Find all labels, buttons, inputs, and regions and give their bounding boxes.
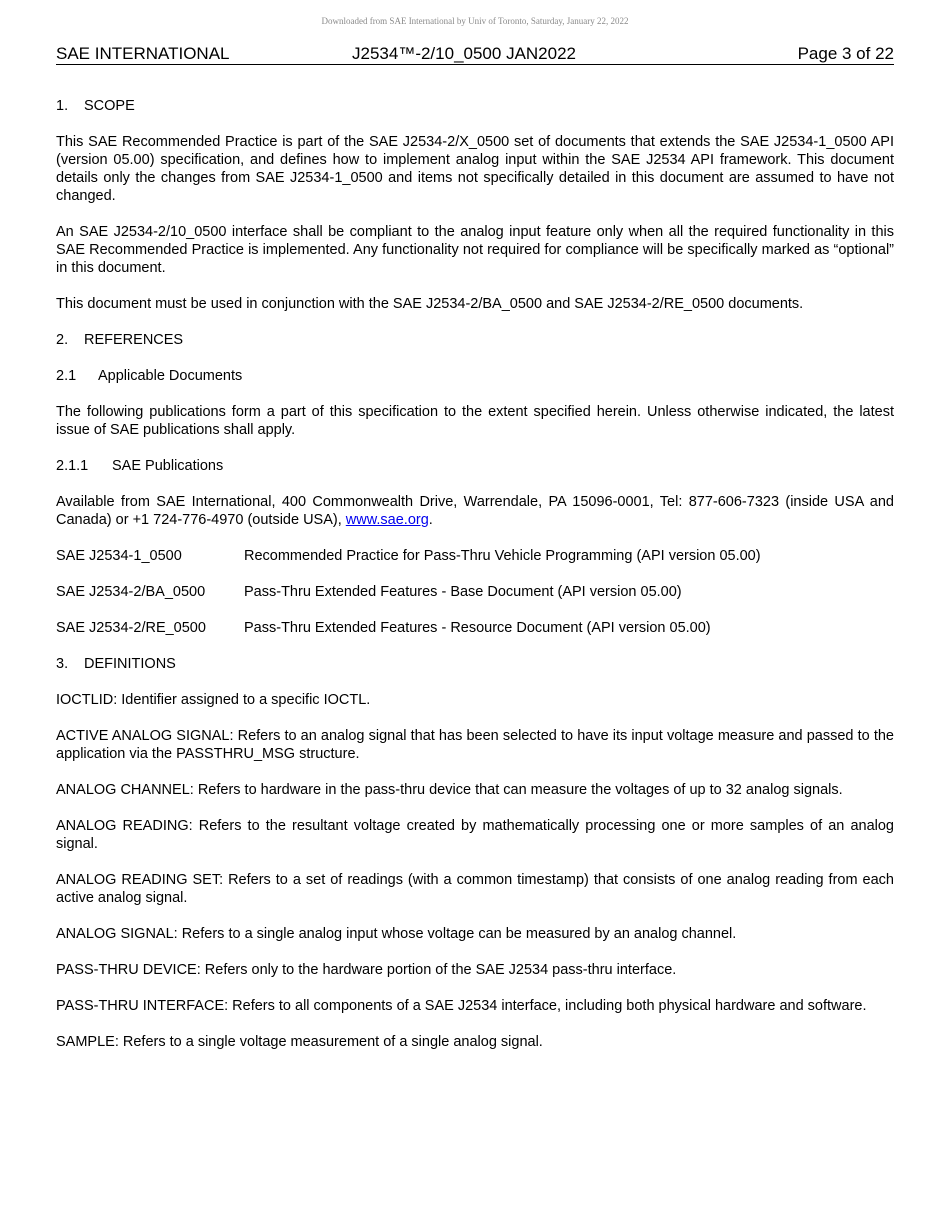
definition-item: ANALOG CHANNEL: Refers to hardware in the pass-thru device that can measure the voltages of up to 32 analog signals.: [56, 782, 843, 798]
applicable-documents-paragraph: The following publications form a part of this specification to the extent specified herein. Unless otherwise indicated, the latest issue of SAE publications shall apply.: [56, 404, 894, 438]
definition-item: ANALOG SIGNAL: Refers to a single analog input whose voltage can be measured by an analog channel.: [56, 926, 737, 942]
reference-id: SAE J2534-1_0500: [56, 548, 182, 564]
section-title: REFERENCES: [84, 332, 184, 348]
reference-title: Pass-Thru Extended Features - Resource Document (API version 05.00): [244, 620, 711, 636]
sae-publications-text: Available from SAE International, 400 Commonwealth Drive, Warrendale, PA 15096-0001, Tel: 877-606-7323 (inside USA and Canada) or +1 724-776-4970 (outside USA),: [56, 494, 894, 528]
definition-item: ANALOG READING: Refers to the resultant voltage created by mathematically processing one or more samples of an analog signal.: [56, 818, 894, 852]
header-organization: SAE INTERNATIONAL: [56, 44, 230, 63]
subsection-number: 2.1.1: [56, 458, 89, 474]
reference-title: Pass-Thru Extended Features - Base Document (API version 05.00): [244, 584, 682, 600]
definition-item: IOCTLID: Identifier assigned to a specific IOCTL.: [56, 692, 371, 708]
scope-paragraph-2: An SAE J2534-2/10_0500 interface shall be compliant to the analog input feature only when all the required functionality in this SAE Recommended Practice is implemented. Any functionality not required for compliance will be specifically marked as “optional” in this document.: [56, 224, 894, 276]
subsection-heading-sae-publications: [56, 457, 894, 475]
section-number: 1.: [56, 98, 69, 114]
definition-item: ACTIVE ANALOG SIGNAL: Refers to an analog signal that has been selected to have its input voltage measure and passed to the application via the PASSTHRU_MSG structure.: [56, 728, 894, 762]
reference-title: Recommended Practice for Pass-Thru Vehicle Programming (API version 05.00): [244, 548, 761, 564]
subsection-title: SAE Publications: [112, 458, 224, 474]
subsection-number: 2.1: [56, 368, 77, 384]
subsection-heading-applicable-documents: [56, 367, 894, 385]
scope-paragraph-1: This SAE Recommended Practice is part of the SAE J2534-2/X_0500 set of documents that extends the SAE J2534-1_0500 API (version 05.00) specification, and defines how to implement analog input within the SAE J2534 API framework. This document details only the changes from SAE J2534-1_0500 and items not specifically detailed in this document are assumed to have not changed.: [56, 134, 894, 204]
reference-item: [56, 547, 894, 565]
reference-item: [56, 583, 894, 601]
section-number: 2.: [56, 332, 69, 348]
definition-item: PASS-THRU INTERFACE: Refers to all components of a SAE J2534 interface, including both physical hardware and software.: [56, 998, 867, 1014]
document-body: [56, 97, 894, 1051]
scope-paragraph-3: This document must be used in conjunction with the SAE J2534-2/BA_0500 and SAE J2534-2/RE_0500 documents.: [56, 296, 804, 312]
section-title: SCOPE: [84, 98, 135, 114]
reference-id: SAE J2534-2/RE_0500: [56, 620, 206, 636]
section-number: 3.: [56, 656, 69, 672]
section-heading-references: [56, 331, 894, 349]
section-title: DEFINITIONS: [84, 656, 176, 672]
header-page-number: Page 3 of 22: [797, 44, 894, 63]
definition-item: ANALOG READING SET: Refers to a set of readings (with a common timestamp) that consists of one analog reading from each active analog signal.: [56, 872, 894, 906]
download-watermark: Downloaded from SAE International by Univ of Toronto, Saturday, January 22, 2022: [321, 16, 629, 26]
sae-website-link[interactable]: www.sae.org: [345, 512, 429, 528]
sae-publications-text-end: .: [428, 512, 433, 528]
section-heading-scope: [56, 97, 894, 115]
reference-id: SAE J2534-2/BA_0500: [56, 584, 206, 600]
definition-item: SAMPLE: Refers to a single voltage measurement of a single analog signal.: [56, 1034, 543, 1050]
reference-item: [56, 619, 894, 637]
sae-publications-paragraph: [56, 493, 894, 529]
header-document-id: J2534™-2/10_0500 JAN2022: [352, 44, 576, 63]
section-heading-definitions: [56, 655, 894, 673]
page-header: [56, 44, 894, 65]
subsection-title: Applicable Documents: [98, 368, 243, 384]
definition-item: PASS-THRU DEVICE: Refers only to the hardware portion of the SAE J2534 pass-thru interface.: [56, 962, 677, 978]
